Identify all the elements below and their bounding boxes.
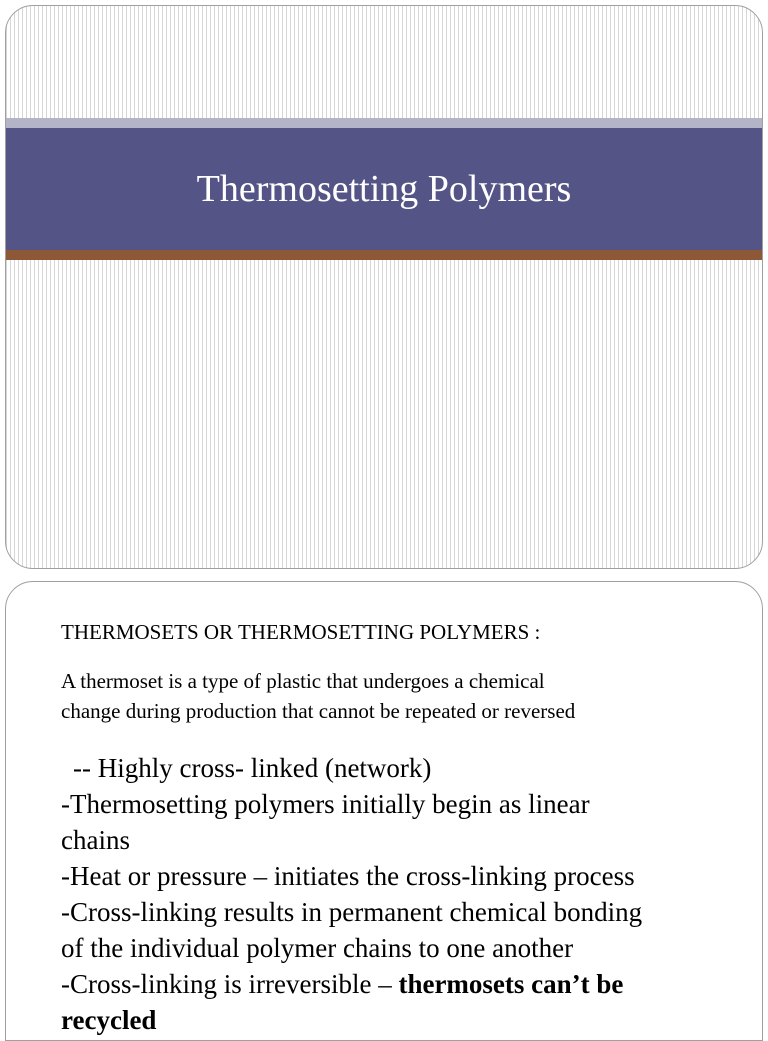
content-slide [5, 581, 763, 1041]
bullet-item: of the individual polymer chains to one another [61, 933, 574, 963]
bullet-list [61, 750, 731, 1038]
slide-content [61, 618, 731, 1038]
bullet-item: -- Highly cross- linked (network) [73, 753, 432, 783]
bullet-item: chains [61, 825, 130, 855]
title-slide [5, 5, 763, 569]
slide-heading: THERMOSETS OR THERMOSETTING POLYMERS : [61, 620, 541, 644]
intro-paragraph [61, 666, 731, 726]
bullet-item: -Heat or pressure – initiates the cross-linking process [61, 861, 635, 891]
bullet-item: -Cross-linking results in permanent chemical bonding [61, 897, 643, 927]
title-band [6, 128, 762, 250]
bullet-item [61, 966, 731, 1002]
title-band-bottom-stripe [6, 250, 762, 260]
slide-title: Thermosetting Polymers [196, 168, 572, 210]
bullet-text: -Cross-linking is irreversible – [61, 969, 399, 999]
bullet-item: recycled [61, 1005, 157, 1035]
intro-line: change during production that cannot be repeated or reversed [61, 699, 576, 723]
bullet-item: -Thermosetting polymers initially begin as linear [61, 789, 590, 819]
bullet-text-bold: thermosets can’t be [398, 969, 624, 999]
intro-line: A thermoset is a type of plastic that undergoes a chemical [61, 669, 545, 693]
title-band-top-stripe [6, 118, 762, 128]
